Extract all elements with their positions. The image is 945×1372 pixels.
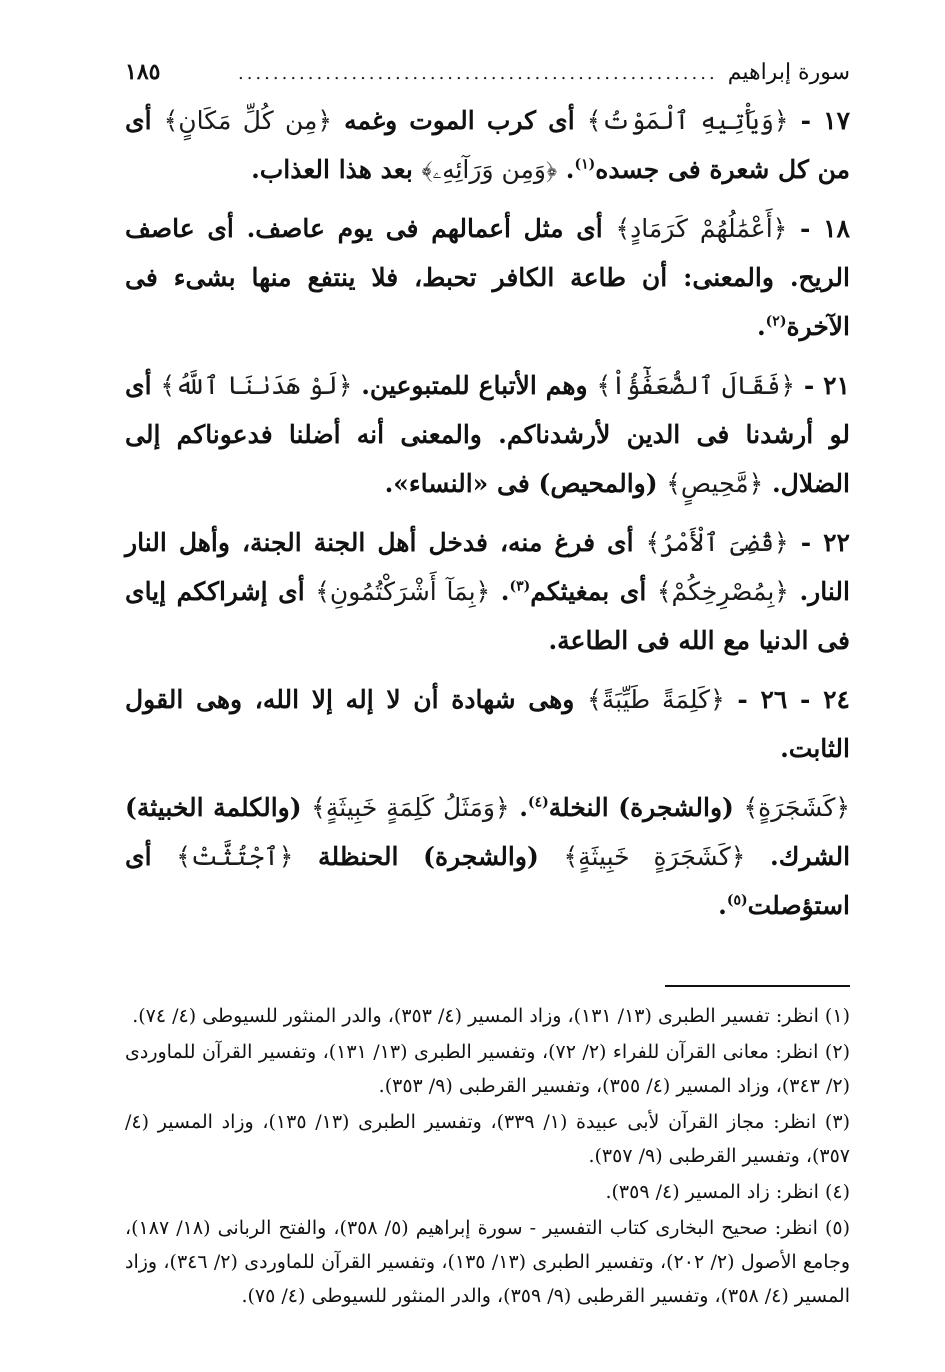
commentary-text: (والمحيص) فى «النساء». <box>384 469 667 498</box>
footnote: (١) انظر: تفسير الطبرى (١٣/ ١٣١)، وزاد المسير (٤/ ٣٥٣)، والدر المنثور للسيوطى (٤/ ٧٤). <box>132 1005 850 1027</box>
commentary-body <box>125 96 850 930</box>
leader-dots: ....................................................... <box>237 63 718 84</box>
quran-quote: ﴿لَوْ هَدَىٰنَا ٱللَّهُ﴾ <box>160 371 353 400</box>
commentary-text: . <box>509 793 528 822</box>
verse-number: ١٧ - <box>788 106 851 135</box>
verse-number: ٢١ - <box>795 371 850 400</box>
page-number: ١٨٥ <box>125 59 161 85</box>
footnote-ref: (٣) <box>509 578 531 595</box>
commentary-text: أى بمغيثكم <box>530 577 657 606</box>
footnote: (٤) انظر: زاد المسير (٤/ ٣٥٩). <box>605 1181 850 1203</box>
quran-quote: ﴿وَمِن وَرَآئِهِۦ﴾ <box>421 155 558 184</box>
commentary-text: (والكلمة الخبيثة) الشرك. <box>125 793 851 871</box>
commentary-text: أى مثل أعمالهم فى يوم عاصف. أى عاصف الريح. والمعنى: أن طاعة الكافر تحبط، فلا ينتفع منها بشىء فى الآخرة <box>125 214 850 341</box>
quran-quote: ﴿وَمَثَلُ كَلِمَةٍ خَبِيثَةٍ﴾ <box>311 793 510 822</box>
commentary-text: وهى شهادة أن لا إله إلا الله، وهى القول الثابت. <box>125 685 850 763</box>
commentary-text: وهم الأتباع للمتبوعين. <box>352 371 597 400</box>
footnote-ref: (١) <box>574 156 596 173</box>
commentary-text: . <box>490 577 510 606</box>
verse-paragraph <box>125 675 850 773</box>
footnote: (٢) انظر: معانى القرآن للفراء (٢/ ٧٢)، وتفسير الطبرى (١٣/ ١٣١)، وتفسير القرآن للماوردى (٢/ ٣٤٣)، وزاد المسير (٤/ ٣٥٥)، وتفسير القرطبى (٩/ ٣٥٣). <box>125 1041 850 1097</box>
verse-number: ١٨ - <box>787 214 850 243</box>
commentary-text: أى لو أرشدنا فى الدين لأرشدناكم. والمعنى أنه أضلنا فدعوناكم إلى الضلال. <box>125 371 850 498</box>
verse-paragraph <box>125 96 850 194</box>
verse-number: ٢٢ - <box>788 528 850 557</box>
commentary-text: (والشجرة) النخلة <box>548 793 744 822</box>
quran-quote: ﴿ٱجْتُثَّتْ﴾ <box>176 842 294 871</box>
commentary-text: بعد هذا العذاب. <box>251 155 422 184</box>
surah-title: سورة إبراهيم <box>727 60 850 85</box>
footnotes <box>125 999 850 1313</box>
verse-paragraph <box>125 361 850 508</box>
verse-paragraph <box>125 204 850 351</box>
quran-quote: ﴿كَشَجَرَةٍ﴾ <box>743 793 850 822</box>
commentary-text: أى فرغ منه، فدخل أهل الجنة الجنة، وأهل النار النار. <box>125 528 850 606</box>
commentary-text: أى كرب الموت وغمه <box>332 106 587 135</box>
quran-quote: ﴿فَقَالَ ٱلضُّعَفَٰٓؤُاْ﴾ <box>596 371 796 400</box>
commentary-text: . <box>557 155 575 184</box>
quran-quote: ﴿قُضِىَ ٱلْأَمْرُ﴾ <box>645 528 789 557</box>
quran-quote: ﴿وَيَأْتِيهِ ٱلْمَوْتُ﴾ <box>586 106 789 135</box>
commentary-text: أى استؤصلت <box>125 842 850 920</box>
commentary-text: . <box>756 312 766 341</box>
footnote-ref: (٥) <box>726 892 748 909</box>
commentary-text: أى من كل شعرة فى جسده <box>125 106 850 184</box>
footnote-ref: (٤) <box>527 794 549 811</box>
footnote: (٥) انظر: صحيح البخارى كتاب التفسير - سورة إبراهيم (٥/ ٣٥٨)، والفتح الربانى (١٨/ ١٨٧)، وجامع الأصول (٢/ ٢٠٢)، وتفسير الطبرى (١٣/ ١٣٥)، وتفسير القرآن للماوردى (٢/ ٣٤٦)، وزاد المسير (٤/ ٣٥٨)، وتفسير القرطبى (٩/ ٣٥٩)، والدر المنثور للسيوطى (٤/ ٧٥). <box>125 1217 850 1307</box>
footnote-separator <box>665 985 850 987</box>
quran-quote: ﴿بِمَآ أَشْرَكْتُمُونِ﴾ <box>315 577 491 606</box>
quran-quote: ﴿كَلِمَةً طَيِّبَةً﴾ <box>587 685 725 714</box>
commentary-text: . <box>718 891 727 920</box>
quran-quote: ﴿مِن كُلِّ مَكَانٍ﴾ <box>163 106 333 135</box>
quran-quote: ﴿مَّحِيصٍ﴾ <box>666 469 764 498</box>
quran-quote: ﴿كَشَجَرَةٍ خَبِيثَةٍ﴾ <box>563 842 746 871</box>
commentary-text: (والشجرة) الحنظلة <box>293 842 564 871</box>
verse-paragraph <box>125 518 850 665</box>
commentary-text: أى إشراككم إياى فى الدنيا مع الله فى الطاعة. <box>125 577 850 655</box>
verse-number: ٢٤ - ٢٦ - <box>724 685 850 714</box>
footnote: (٣) انظر: مجاز القرآن لأبى عبيدة (١/ ٣٣٩)، وتفسير الطبرى (١٣/ ١٣٥)، وزاد المسير (٤/ ٣٥٧)، وتفسير القرطبى (٩/ ٣٥٧). <box>125 1111 850 1167</box>
footnote-ref: (٢) <box>765 313 787 330</box>
quran-quote: ﴿أَعْمَٰلُهُمْ كَرَمَادٍ﴾ <box>615 214 788 243</box>
quran-quote: ﴿بِمُصْرِخِكُمْ﴾ <box>656 577 789 606</box>
verse-paragraph <box>125 783 850 930</box>
running-header <box>125 50 850 94</box>
